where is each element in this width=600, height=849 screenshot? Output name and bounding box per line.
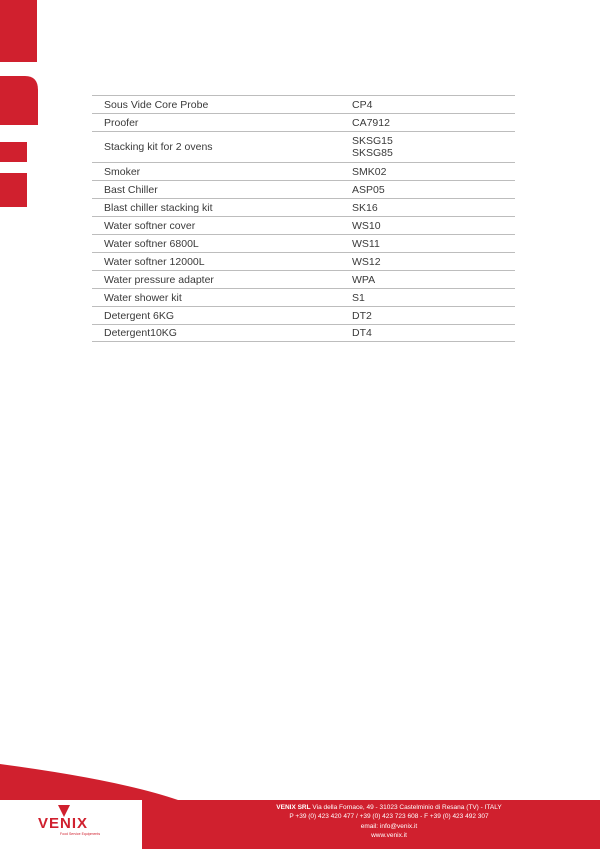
table-row <box>92 131 515 162</box>
accessory-code: DT2 <box>352 309 372 322</box>
accessory-code: S1 <box>352 291 365 304</box>
accessory-code-cell <box>352 292 515 304</box>
accessory-name: Smoker <box>104 165 141 178</box>
accessory-code-cell <box>352 117 515 129</box>
accessory-name: Water shower kit <box>104 291 182 304</box>
accessory-code: WPA <box>352 273 376 286</box>
accessory-code-cell <box>352 310 515 322</box>
side-bar-bottom <box>0 173 27 207</box>
accessory-code: WS11 <box>352 237 380 250</box>
accessory-name: Water softner 6800L <box>104 237 199 250</box>
accessory-name: Detergent 6KG <box>104 309 175 322</box>
footer-company: VENIX SRL <box>276 804 311 811</box>
logo-wordmark: VENIX <box>38 815 89 832</box>
table-row <box>92 216 515 234</box>
table-row <box>92 252 515 270</box>
accessory-code: SK16 <box>352 201 378 214</box>
table-row <box>92 198 515 216</box>
accessory-code: ASP05 <box>352 183 385 196</box>
accessory-name: Water pressure adapter <box>104 273 214 286</box>
accessory-name: Sous Vide Core Probe <box>104 98 209 111</box>
side-bar-top <box>0 0 37 62</box>
table-row <box>92 324 515 342</box>
accessory-code: SKSG85 <box>352 147 393 159</box>
accessory-code: CP4 <box>352 98 373 111</box>
accessory-name: Detergent10KG <box>104 327 177 339</box>
footer-contact <box>178 800 600 849</box>
accessory-code-cell <box>352 166 515 178</box>
table-row <box>92 180 515 198</box>
accessory-code: WS12 <box>352 255 381 268</box>
table-row <box>92 162 515 180</box>
accessories-table <box>92 95 515 342</box>
accessory-code-cell <box>352 135 515 159</box>
accessory-code-cell <box>352 184 515 196</box>
footer-address: Via della Fornace, 49 - 31023 Castelminio di Resana (TV) - ITALY <box>312 804 502 811</box>
accessory-code-cell <box>352 274 515 286</box>
footer-email[interactable]: email: info@venix.it <box>360 822 418 830</box>
logo-tagline: Food Service Equipments <box>60 832 101 836</box>
accessory-code-cell <box>352 220 515 232</box>
accessory-code: CA7912 <box>352 116 390 129</box>
accessory-name: Blast chiller stacking kit <box>104 201 213 214</box>
accessory-code-cell <box>352 327 515 339</box>
accessory-code-cell <box>352 99 515 111</box>
accessory-code: SKSG15 <box>352 135 393 147</box>
decorative-side-bars <box>0 0 40 220</box>
accessory-name: Stacking kit for 2 ovens <box>104 141 213 153</box>
accessory-code: DT4 <box>352 327 372 339</box>
footer-website[interactable]: www.venix.it <box>371 831 407 839</box>
accessory-name: Bast Chiller <box>104 183 158 196</box>
table-row <box>92 95 515 113</box>
accessory-name: Proofer <box>104 116 139 129</box>
accessory-code: SMK02 <box>352 165 387 178</box>
accessory-name: Water softner cover <box>104 219 196 232</box>
side-bar-small <box>0 142 27 162</box>
footer-phones: P +39 (0) 423 420 477 / +39 (0) 423 723 608 - F +39 (0) 423 492 307 <box>289 813 489 821</box>
table-row <box>92 288 515 306</box>
table-row <box>92 113 515 131</box>
footer-address-line <box>178 803 600 812</box>
table-row <box>92 270 515 288</box>
side-bar-middle <box>0 76 38 125</box>
accessory-code-cell <box>352 238 515 250</box>
accessory-code-cell <box>352 256 515 268</box>
table-row <box>92 306 515 324</box>
accessory-code-cell <box>352 202 515 214</box>
accessory-code: WS10 <box>352 219 381 232</box>
table-row <box>92 234 515 252</box>
accessory-name: Water softner 12000L <box>104 255 205 268</box>
